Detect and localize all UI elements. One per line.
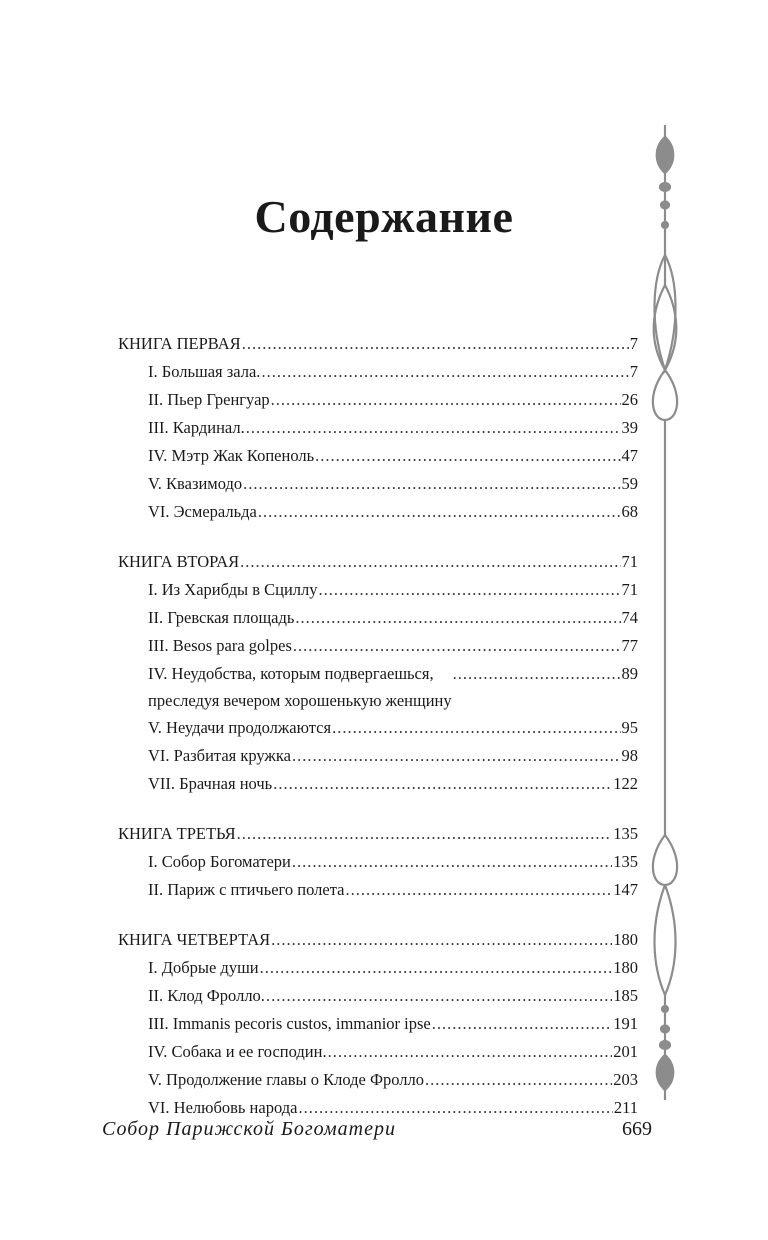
dot-leader bbox=[242, 330, 629, 358]
toc-entry-book[interactable] bbox=[118, 820, 638, 848]
entry-label: VI. Разбитая кружка bbox=[148, 746, 291, 765]
toc-entry-chapter[interactable] bbox=[118, 1010, 638, 1038]
entry-page: 203 bbox=[613, 1070, 638, 1089]
entry-page: 68 bbox=[621, 502, 638, 521]
dot-leader bbox=[273, 770, 612, 798]
dot-leader bbox=[266, 982, 612, 1010]
entry-page: 39 bbox=[621, 418, 638, 437]
dot-leader bbox=[328, 1038, 613, 1066]
entry-label: I. Из Харибды в Сциллу bbox=[148, 580, 318, 599]
toc-entry-chapter[interactable] bbox=[118, 848, 638, 876]
entry-label: V. Квазимодо bbox=[148, 474, 243, 493]
dot-leader bbox=[332, 714, 620, 742]
entry-label: КНИГА ВТОРАЯ bbox=[118, 552, 240, 571]
dot-leader bbox=[292, 848, 612, 876]
toc-entry-book[interactable] bbox=[118, 926, 638, 954]
entry-label: II. Париж с птичьего полета bbox=[148, 880, 345, 899]
toc-entry-chapter[interactable] bbox=[118, 604, 638, 632]
toc-entry-chapter[interactable] bbox=[118, 660, 638, 714]
entry-label: VII. Брачная ночь bbox=[148, 774, 273, 793]
toc-entry-chapter[interactable] bbox=[118, 414, 638, 442]
dot-leader bbox=[293, 632, 621, 660]
dot-leader bbox=[258, 498, 621, 526]
toc-entry-book[interactable] bbox=[118, 548, 638, 576]
entry-page: 201 bbox=[613, 1042, 638, 1061]
entry-page: 185 bbox=[613, 986, 638, 1005]
toc-entry-chapter[interactable] bbox=[118, 442, 638, 470]
toc-entry-chapter[interactable] bbox=[118, 982, 638, 1010]
toc-section-book-3 bbox=[118, 820, 638, 904]
entry-page: 26 bbox=[621, 390, 638, 409]
dot-leader bbox=[243, 470, 620, 498]
toc-section-book-1 bbox=[118, 330, 638, 526]
entry-page: 71 bbox=[621, 580, 638, 599]
entry-label: IV. Собака и ее господин. bbox=[148, 1042, 327, 1061]
dot-leader bbox=[260, 954, 613, 982]
toc-entry-chapter[interactable] bbox=[118, 714, 638, 742]
dot-leader bbox=[292, 742, 621, 770]
entry-page: 147 bbox=[613, 880, 638, 899]
entry-label: III. Immanis pecoris custos, immanior ipse bbox=[148, 1014, 431, 1033]
entry-label: КНИГА ПЕРВАЯ bbox=[118, 334, 241, 353]
entry-label-line-1: IV. Неудобства, которым подвергаешься, bbox=[148, 664, 434, 683]
entry-label: VI. Нелюбовь народа bbox=[148, 1098, 298, 1117]
entry-page: 211 bbox=[613, 1098, 638, 1117]
dot-leader bbox=[271, 386, 621, 414]
entry-page: 74 bbox=[621, 608, 638, 627]
entry-label: II. Клод Фролло. bbox=[148, 986, 265, 1005]
vertical-flourish-ornament-icon bbox=[640, 125, 690, 1100]
dot-leader bbox=[345, 876, 612, 904]
dot-leader bbox=[237, 820, 613, 848]
toc-section-book-2 bbox=[118, 548, 638, 798]
dot-leader bbox=[271, 926, 612, 954]
page-footer bbox=[102, 1118, 652, 1141]
entry-label-line-2: преследуя вечером хорошенькую женщину bbox=[148, 691, 452, 710]
toc-entry-chapter[interactable] bbox=[118, 576, 638, 604]
entry-page: 180 bbox=[613, 958, 638, 977]
entry-page: 71 bbox=[621, 552, 638, 571]
entry-page: 95 bbox=[621, 718, 638, 737]
entry-label: III. Кардинал. bbox=[148, 418, 245, 437]
dot-leader bbox=[240, 548, 620, 576]
toc-entry-chapter[interactable] bbox=[118, 876, 638, 904]
toc-entry-chapter[interactable] bbox=[118, 498, 638, 526]
entry-label: II. Гревская площадь bbox=[148, 608, 295, 627]
entry-label: I. Собор Богоматери bbox=[148, 852, 291, 871]
toc-entry-book[interactable] bbox=[118, 330, 638, 358]
entry-page: 191 bbox=[613, 1014, 638, 1033]
dot-leader bbox=[319, 576, 621, 604]
entry-page: 59 bbox=[621, 474, 638, 493]
entry-label: II. Пьер Гренгуар bbox=[148, 390, 270, 409]
entry-page: 7 bbox=[629, 362, 638, 381]
footer-page-number: 669 bbox=[622, 1118, 652, 1140]
entry-page: 122 bbox=[613, 774, 638, 793]
entry-label: IV. Мэтр Жак Копеноль bbox=[148, 446, 315, 465]
toc-entry-chapter[interactable] bbox=[118, 358, 638, 386]
footer-book-title: Собор Парижской Богоматери bbox=[102, 1118, 396, 1140]
entry-label: VI. Эсмеральда bbox=[148, 502, 257, 521]
entry-page: 98 bbox=[621, 746, 638, 765]
entry-page: 7 bbox=[629, 334, 638, 353]
dot-leader bbox=[425, 1066, 612, 1094]
entry-page: 180 bbox=[613, 930, 638, 949]
toc-section-book-4 bbox=[118, 926, 638, 1122]
entry-page: 135 bbox=[613, 852, 638, 871]
entry-page: 77 bbox=[621, 636, 638, 655]
toc-entry-chapter[interactable] bbox=[118, 632, 638, 660]
entry-page: 89 bbox=[621, 664, 638, 683]
entry-label: V. Продолжение главы о Клоде Фролло bbox=[148, 1070, 425, 1089]
page-title: Содержание bbox=[254, 191, 514, 242]
toc-entry-chapter[interactable] bbox=[118, 1038, 638, 1066]
dot-leader bbox=[246, 414, 621, 442]
toc-entry-chapter[interactable] bbox=[118, 770, 638, 798]
dot-leader bbox=[295, 604, 620, 632]
entry-label: I. Добрые души bbox=[148, 958, 259, 977]
entry-label: КНИГА ЧЕТВЕРТАЯ bbox=[118, 930, 271, 949]
dot-leader bbox=[261, 358, 628, 386]
toc-entry-chapter[interactable] bbox=[118, 470, 638, 498]
table-of-contents bbox=[118, 330, 638, 1144]
entry-label: V. Неудачи продолжаются bbox=[148, 718, 332, 737]
entry-label: КНИГА ТРЕТЬЯ bbox=[118, 824, 236, 843]
dot-leader bbox=[453, 660, 621, 687]
toc-entry-chapter[interactable] bbox=[118, 954, 638, 982]
dot-leader bbox=[432, 1010, 613, 1038]
dot-leader bbox=[315, 442, 620, 470]
entry-page: 135 bbox=[613, 824, 638, 843]
toc-entry-chapter[interactable] bbox=[118, 742, 638, 770]
entry-page: 47 bbox=[621, 446, 638, 465]
entry-label: I. Большая зала. bbox=[148, 362, 261, 381]
toc-entry-chapter[interactable] bbox=[118, 386, 638, 414]
entry-label: III. Besos para golpes bbox=[148, 636, 292, 655]
entry-label bbox=[148, 660, 452, 714]
toc-entry-chapter[interactable] bbox=[118, 1066, 638, 1094]
